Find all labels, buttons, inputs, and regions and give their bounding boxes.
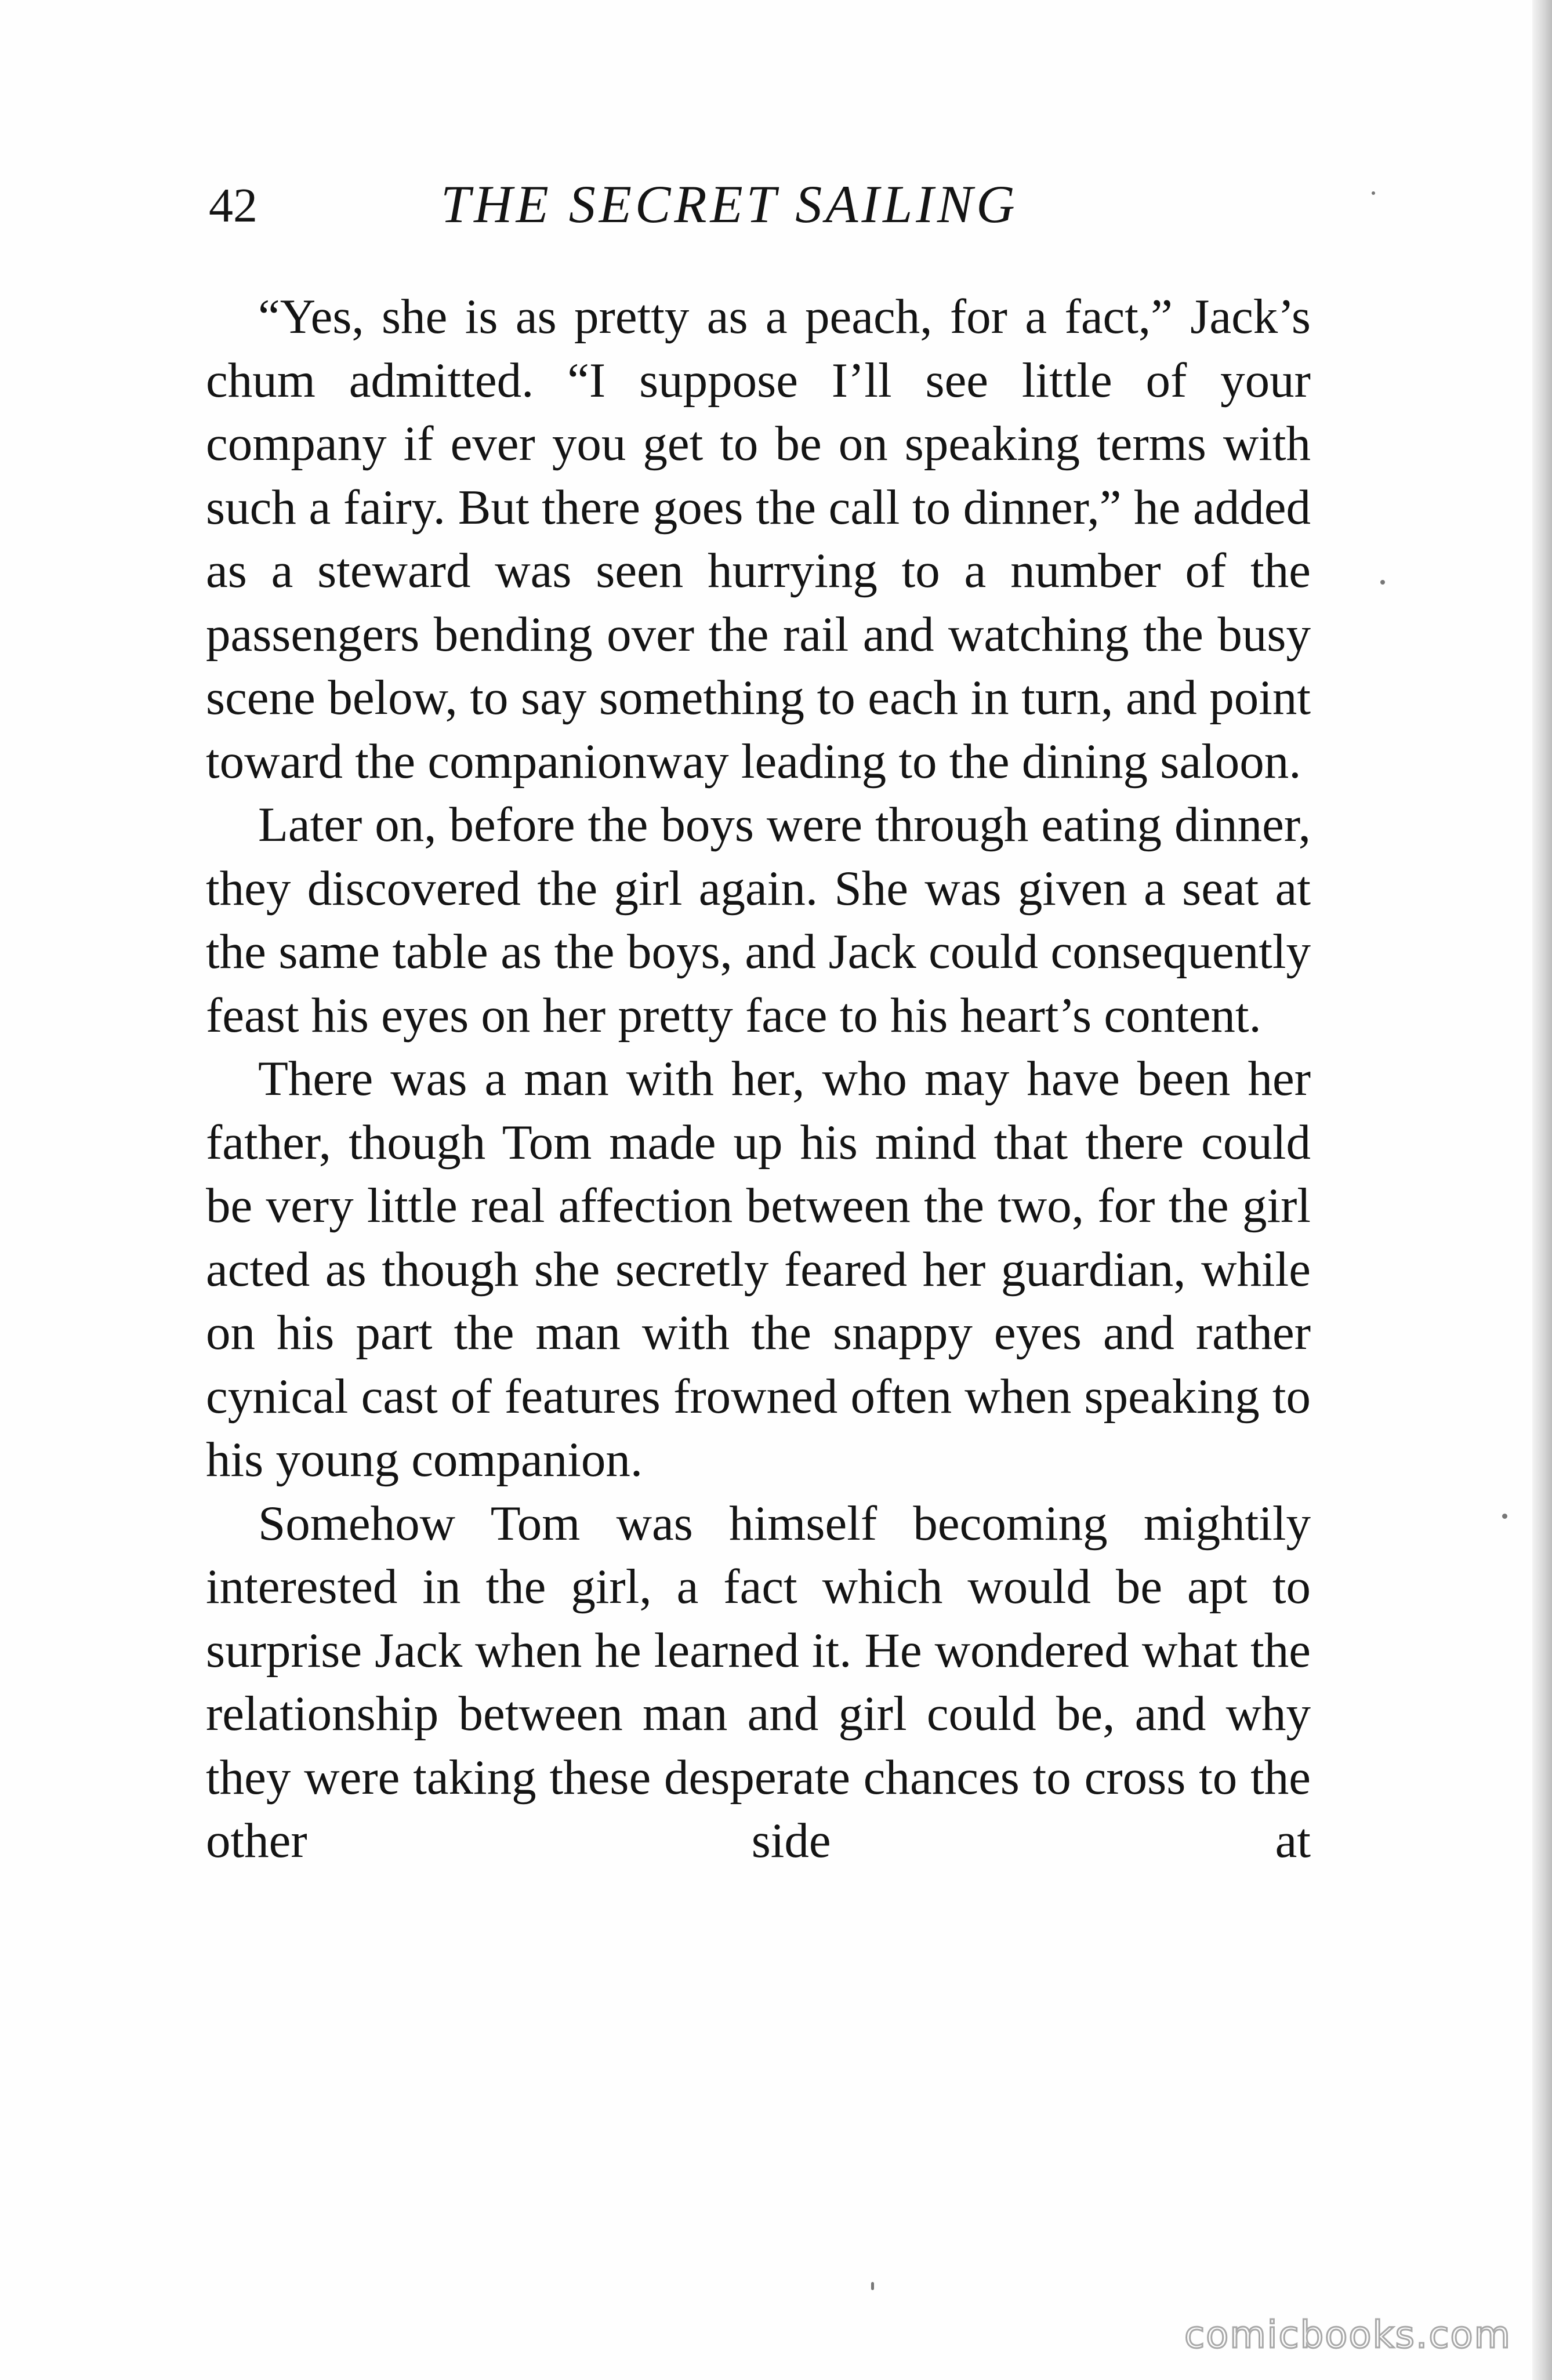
print-speck <box>1380 580 1385 585</box>
paragraph-1: “Yes, she is as pretty as a peach, for a fact,” Jack’s chum admitted. “I suppose I’ll see little of your company if ever you get to be on speaking terms with such a fairy. But there goes the call to dinner,” he added as a steward was seen hurrying to a number of the passengers bending over the rail and watching the busy scene below, to say something to each in turn, and point toward the companionway leading to the dining saloon. <box>206 289 1311 789</box>
paragraph-4: Somehow Tom was himself becoming mightily interested in the girl, a fact which would be apt to surprise Jack when he learned it. He wondered what the relationship between man and girl could be, and why they were taking these desperate chances to cross to the other side at <box>206 1496 1311 1868</box>
watermark-logo: comicbooks.com <box>1184 2314 1511 2357</box>
running-title: THE SECRET SAILING <box>441 175 1018 234</box>
print-speck <box>1502 1514 1507 1519</box>
print-speck <box>1372 191 1375 195</box>
paragraph-3: There was a man with her, who may have been her father, though Tom made up his mind that there could be very little real affection between the two, for the girl acted as though she secretly feared her guardian, while on his part the man with the snappy eyes and rather cynical cast of features frowned often when speaking to his young companion. <box>206 1051 1311 1487</box>
paragraph-2: Later on, before the boys were through eating dinner, they discovered the girl again. She was given a seat at the same table as the boys, and Jack could consequently feast his eyes on her pretty face to his heart’s content. <box>206 797 1311 1043</box>
page-number: 42 <box>209 179 258 233</box>
print-speck <box>871 2282 874 2290</box>
page-edge-shadow <box>1532 0 1552 2380</box>
body-text <box>206 285 1311 1873</box>
page-header <box>209 165 1311 246</box>
